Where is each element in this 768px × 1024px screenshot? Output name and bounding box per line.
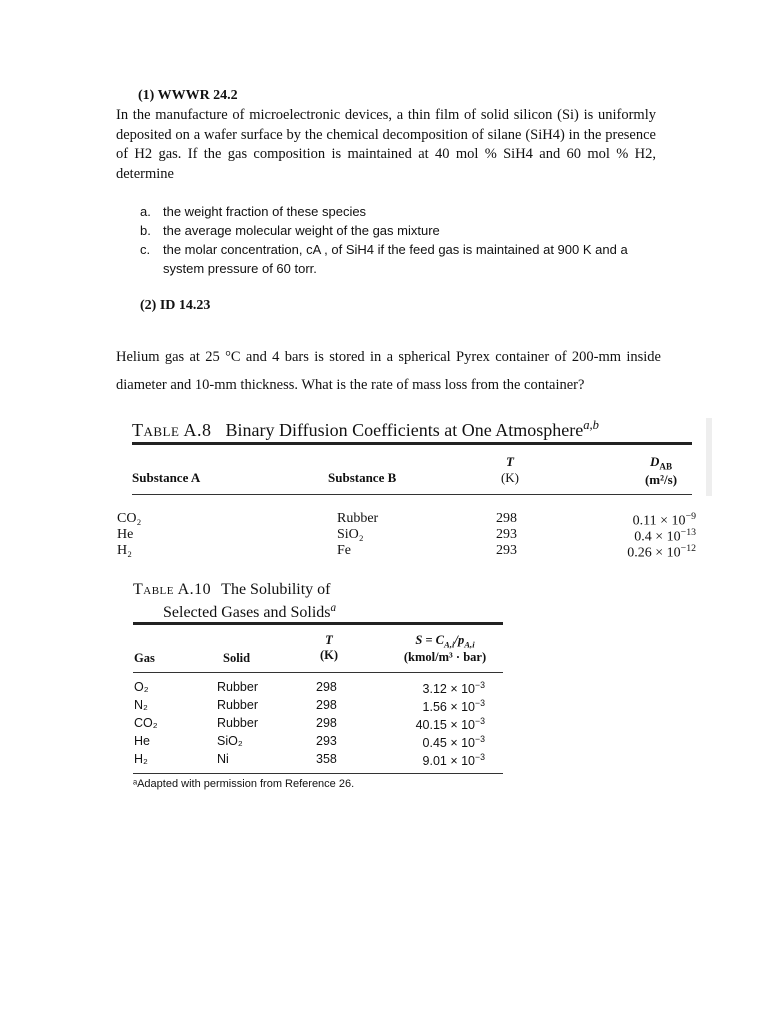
table-a10-cell: Rubber [217,680,258,694]
table-rule [133,672,503,673]
problem-2-statement: Helium gas at 25 °C and 4 bars is stored in a spherical Pyrex container of 200-mm inside diameter and 10-mm thickness. What is the rate of mass loss from the container? [116,349,661,393]
table-a8-cell: 293 [496,543,517,558]
table-a8-number: Table A.8 [132,420,212,440]
problem-1-statement: In the manufacture of microelectronic devices, a thin film of solid silicon (Si) is uniformly deposited on a wafer surface by the chemical decomposition of silane (SiH4) in the presence of H2 gas. If the gas composition is maintained at 40 mol % SiH4 and 60 mol % H2, determine [116,107,656,182]
header-substance-b: Substance B [328,470,397,485]
table-a8-cell: H₂ [117,543,132,558]
table-a8 [117,418,696,561]
table-a10-cell: He [134,734,150,748]
table-a8-cell: He [117,527,134,542]
scan-shadow [706,418,712,496]
table-a8-cell: $0.26 \times 10^{-12}$ [627,543,696,561]
table-a10-cell: $3.12 \times 10^{-3}$ [422,680,485,697]
table-a10 [133,580,503,790]
table-rule [133,622,503,625]
table-a8-cell: Fe [337,543,351,558]
table-a10-cell: 293 [316,734,337,748]
table-a8-cell: Rubber [337,511,379,526]
table-a10-footnote: ᵃAdapted with permission from Reference 26. [133,778,355,790]
table-a10-cell: N₂ [134,698,148,712]
table-a10-cell: 358 [316,752,337,766]
table-a8-cell: $0.4 \times 10^{-13}$ [634,527,696,545]
question-a [140,202,660,221]
table-a10-cell: H₂ [134,752,148,766]
table-a10-cell: 298 [316,680,337,694]
table-a10-title [133,580,503,622]
header-substance-a: Substance A [132,470,201,485]
table-a8-cell: 293 [496,527,517,542]
table-a8-cell: SiO₂ [337,527,364,542]
table-a10-cell: O₂ [134,680,149,694]
table-a10-caption-line1: The Solubility of [221,581,331,598]
question-letter: b. [140,223,151,238]
table-a10-cell: 298 [316,698,337,712]
table-a10-cell: $9.01 \times 10^{-3}$ [422,752,485,769]
table-rule [133,773,503,774]
table-a8-cell: CO₂ [117,511,142,526]
header-diffusivity: $D_{AB}$ (m²/s) [644,454,678,487]
question-letter: a. [140,204,151,219]
table-rule [132,442,692,445]
table-a10-cell: 298 [316,716,337,730]
table-a10-cell: Rubber [217,698,258,712]
header-temperature: T (K) [500,454,520,485]
question-letter: c. [140,242,151,257]
table-a10-cell: Ni [217,752,229,766]
table-a10-cell: Rubber [217,716,258,730]
header-solubility: $S = C_{A,i}/p_{A,i}$ (kmol/m³ · bar) [403,633,487,664]
table-a10-cell: CO₂ [134,716,158,730]
table-a10-number: Table A.10 [133,581,212,598]
question-text: the weight fraction of these species [163,204,367,219]
header-temperature: T (K) [319,633,339,662]
table-a8-cell: $0.11 \times 10^{-9}$ [632,511,696,529]
table-a10-cell: $1.56 \times 10^{-3}$ [422,698,485,715]
table-a10-cell: $0.45 \times 10^{-3}$ [422,734,485,751]
header-gas: Gas [134,651,155,665]
table-rule [132,494,692,495]
problem-1-title: (1) WWWR 24.2 [138,88,238,103]
header-solid: Solid [223,651,251,665]
problem-2-title: (2) ID 14.23 [140,298,211,313]
question-c [140,240,660,278]
table-a10-cell: SiO₂ [217,734,243,748]
problem-1-questions [140,202,660,278]
table-a8-title [132,418,692,441]
table-a8-cell: 298 [496,511,517,526]
table-a8-caption: Binary Diffusion Coefficients at One Atmosphere [225,420,584,440]
table-a10-cell: $40.15 \times 10^{-3}$ [415,716,485,733]
table-a10-caption-line2: Selected Gases and Solids [163,604,331,622]
question-text: the average molecular weight of the gas mixture [163,223,440,238]
table-a10-title-sup: a [330,602,337,614]
question-b [140,221,660,240]
question-text: the molar concentration, cA , of SiH4 if the feed gas is maintained at 900 K and a system pressure of 60 torr. [163,242,628,276]
table-a8-title-sup: a,b [583,418,599,432]
